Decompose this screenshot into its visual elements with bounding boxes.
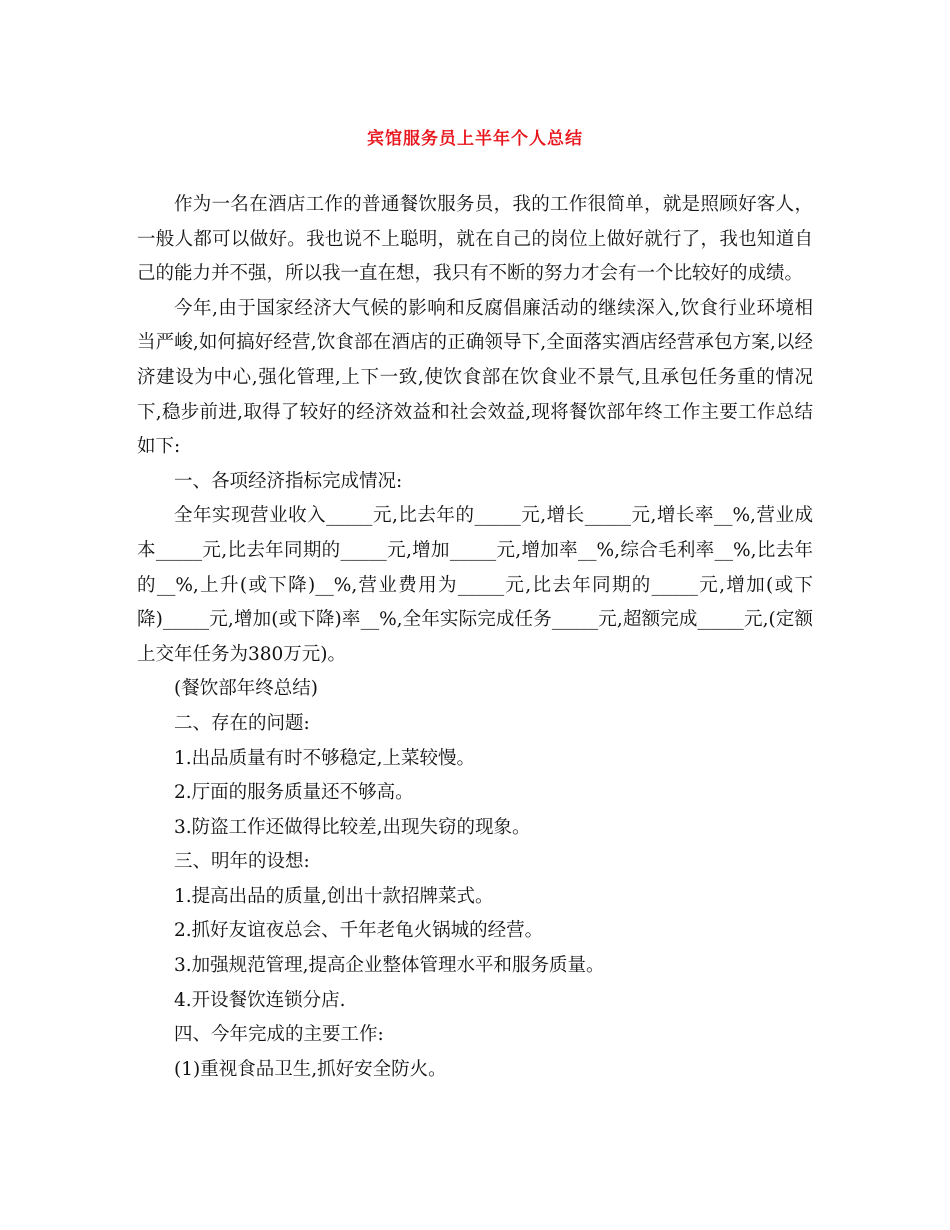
list-item: 3.加强规范管理,提高企业整体管理水平和服务质量。 bbox=[174, 955, 605, 977]
section-heading-problems: 二、存在的问题: bbox=[174, 712, 310, 734]
document-title: 宾馆服务员上半年个人总结 bbox=[367, 129, 583, 149]
list-item: 3.防盗工作还做得比较差,出现失窃的现象。 bbox=[174, 816, 531, 838]
list-item: 2.抓好友谊夜总会、千年老龟火锅城的经营。 bbox=[174, 920, 544, 942]
note-summary: (餐饮部年终总结) bbox=[174, 678, 318, 700]
paragraph-indicators: 全年实现营业收入_____元,比去年的_____元,增长_____元,增长率__%,营业成本_____元,比去年同期的_____元,增加_____元,增加率__%,综合毛利率__%,比去年的__%,上升(或下降)__%,营业费用为_____元,比去年同期的_____元,增加(或下降)_____元,增加(或下降)率__%,全年实际完成任务_____元,超额完成_____元,(定额上交年任务为380万元)。 bbox=[137, 505, 813, 665]
document-body bbox=[137, 188, 813, 1087]
list-item: (1)重视食品卫生,抓好安全防火。 bbox=[174, 1058, 447, 1080]
section-heading-main-work: 四、今年完成的主要工作: bbox=[174, 1024, 384, 1046]
paragraph-intro: 作为一名在酒店工作的普通餐饮服务员，我的工作很简单，就是照顾好客人，一般人都可以做好。我也说不上聪明，就在自己的岗位上做好就行了，我也知道自己的能力并不强，所以我一直在想，我只有不断的努力才会有一个比较好的成绩。 bbox=[137, 194, 813, 285]
list-item: 4.开设餐饮连锁分店. bbox=[174, 989, 346, 1011]
section-heading-indicators: 一、各项经济指标完成情况: bbox=[174, 470, 403, 492]
list-item: 1.提高出品的质量,创出十款招牌菜式。 bbox=[174, 885, 494, 907]
section-heading-plans: 三、明年的设想: bbox=[174, 851, 310, 873]
paragraph-overview: 今年,由于国家经济大气候的影响和反腐倡廉活动的继续深入,饮食行业环境相当严峻,如何搞好经营,饮食部在酒店的正确领导下,全面落实酒店经营承包方案,以经济建设为中心,强化管理,上下一致,使饮食部在饮食业不景气,且承包任务重的情况下,稳步前进,取得了较好的经济效益和社会效益,现将餐饮部年终工作主要工作总结如下: bbox=[137, 297, 813, 458]
list-item: 1.出品质量有时不够稳定,上菜较慢。 bbox=[174, 747, 476, 769]
list-item: 2.厅面的服务质量还不够高。 bbox=[174, 782, 414, 804]
